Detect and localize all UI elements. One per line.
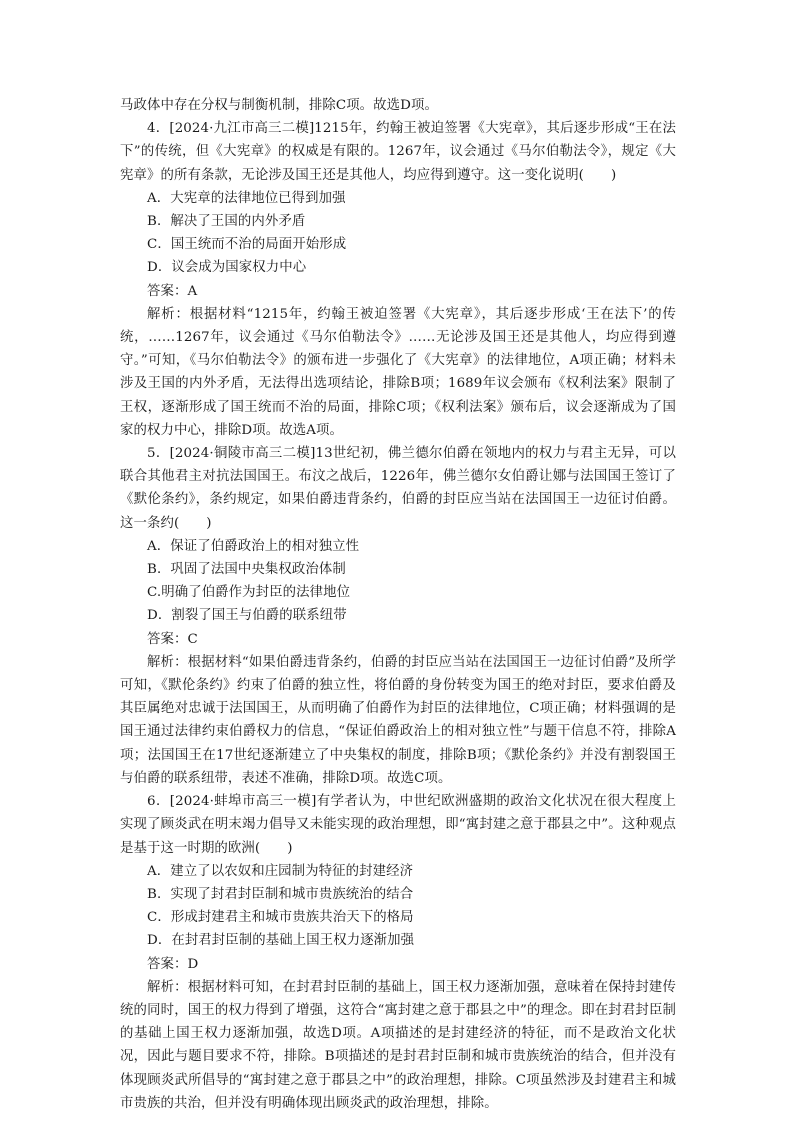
option-c: C．国王统而不治的局面开始形成 — [147, 237, 347, 253]
question-4 — [120, 117, 676, 442]
answer: 答案：A — [147, 283, 198, 299]
option-a: A．大宪章的法律地位已得到加强 — [147, 190, 346, 206]
question-6 — [120, 790, 676, 1115]
option-a: A．建立了以农奴和庄园制为特征的封建经济 — [147, 863, 414, 879]
option-b: B．实现了封君封臣制和城市贵族统治的结合 — [147, 886, 414, 902]
option-d: D．在封君封臣制的基础上国王权力逐渐加强 — [147, 933, 415, 949]
question-5 — [120, 442, 676, 790]
option-b: B．解决了王国的内外矛盾 — [147, 214, 306, 230]
option-c: C.明确了伯爵作为封臣的法律地位 — [147, 585, 351, 601]
analysis: 解析：根据材料“如果伯爵违背条约，伯爵的封臣应当站在法国国王一边征讨伯爵”及所学可知，《默伦条约》约束了伯爵的独立性，将伯爵的身份转变为国王的绝对封臣，要求伯爵及其臣属绝对忠诚于法国国王，从而明确了伯爵作为封臣的法律地位，C项正确；材料强调的是国王通过法律约束伯爵权力的信息，“保证伯爵政治上的相对独立性”与题干信息不符，排除A项；法国国王在17世纪逐渐建立了中央集权的制度，排除B项；《默伦条约》并没有割裂国王与伯爵的联系纽带，表述不准确，排除D项。故选C项。 — [120, 654, 676, 786]
option-a: A．保证了伯爵政治上的相对独立性 — [147, 538, 360, 554]
analysis: 解析：根据材料可知，在封君封臣制的基础上，国王权力逐渐加强，意味着在保持封建传统的同时，国王的权力得到了增强，这符合“寓封建之意于郡县之中”的理念。即在封君封臣制的基础上国王权力逐渐加强，故选D项。A项描述的是封建经济的特征，而不是政治文化状况，因此与题目要求不符，排除。B项描述的是封君封臣制和城市贵族统治的结合，但并没有体现顾炎武所倡导的“寓封建之意于郡县之中”的政治理想，排除。C项虽然涉及封建君主和城市贵族的共治，但并没有明确体现出顾炎武的政治理想，排除。 — [120, 979, 676, 1111]
option-c: C．形成封建君主和城市贵族共治天下的格局 — [147, 910, 414, 926]
question-stem: 6．[2024·蚌埠市高三一模]有学者认为，中世纪欧洲盛期的政治文化状况在很大程度上实现了顾炎武在明末竭力倡导又未能实现的政治理想，即“寓封建之意于郡县之中”。这种观点是基于这一时期的欧洲( ) — [120, 794, 676, 856]
answer: 答案：D — [147, 956, 199, 972]
question-stem: 5．[2024·铜陵市高三二模]13世纪初，佛兰德尔伯爵在领地内的权力与君主无异，可以联合其他君主对抗法国国王。布汶之战后，1226年，佛兰德尔女伯爵让娜与法国国王签订了《默伦条约》，条约规定，如果伯爵违背条约，伯爵的封臣应当站在法国国王一边征讨伯爵。这一条约( ) — [120, 446, 676, 531]
previous-analysis-tail: 马政体中存在分权与制衡机制，排除C项。故选D项。 — [120, 98, 438, 113]
option-b: B．巩固了法国中央集权政治体制 — [147, 562, 346, 578]
analysis: 解析：根据材料“1215年，约翰王被迫签署《大宪章》，其后逐步形成‘王在法下’的传统，……1267年，议会通过《马尔伯勒法令》……无论涉及国王还是其他人，均应得到遵守。”可知，《马尔伯勒法令》的颁布进一步强化了《大宪章》的法律地位，A项正确；材料未涉及王国的内外矛盾，无法得出选项结论，排除B项；1689年议会颁布《权利法案》限制了王权，逐渐形成了国王统而不治的局面，排除C项；《权利法案》颁布后，议会逐渐成为了国家的权力中心，排除D项。故选A项。 — [120, 306, 676, 438]
option-d: D．议会成为国家权力中心 — [147, 260, 307, 276]
option-d: D．割裂了国王与伯爵的联系纽带 — [147, 608, 347, 624]
document-page — [120, 94, 676, 1115]
answer: 答案：C — [147, 631, 198, 647]
question-stem: 4．[2024·九江市高三二模]1215年，约翰王被迫签署《大宪章》，其后逐步形成“王在法下”的传统，但《大宪章》的权威是有限的。1267年，议会通过《马尔伯勒法令》，规定《大宪章》的所有条款，无论涉及国王还是其他人，均应得到遵守。这一变化说明( ) — [120, 121, 676, 183]
